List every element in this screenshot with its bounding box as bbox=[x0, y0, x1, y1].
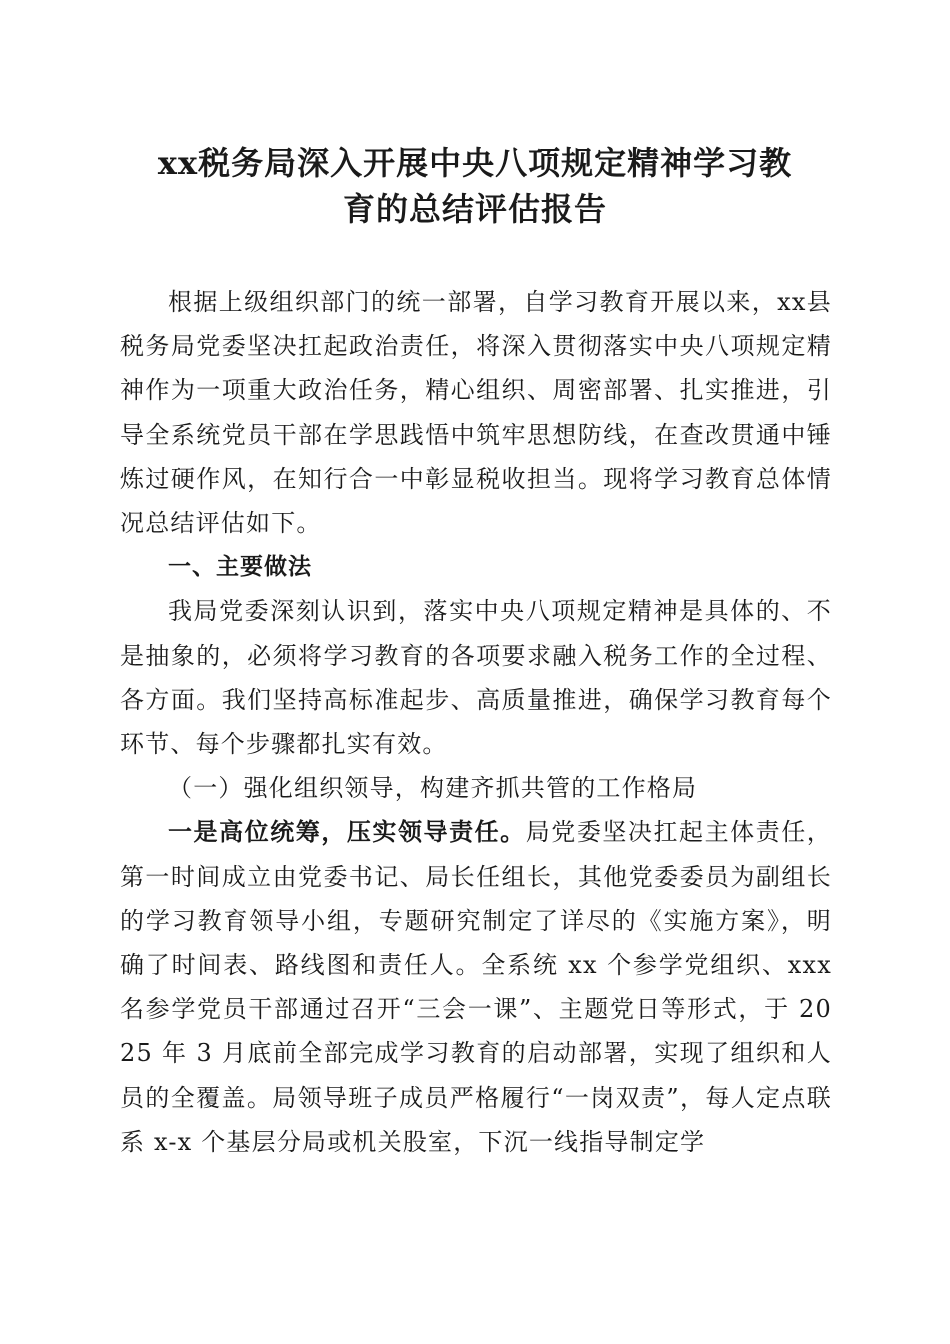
section-paragraph: 我局党委深刻认识到，落实中央八项规定精神是具体的、不是抽象的，必须将学习教育的各项要求融入税务工作的全过程、各方面。我们坚持高标准起步、高质量推进，确保学习教育每个环节、每个步骤都扎实有效。 bbox=[120, 597, 832, 759]
subsection-heading-organization: （一）强化组织领导，构建齐抓共管的工作格局 bbox=[168, 774, 698, 803]
subsection-lead-sentence: 一是高位统筹，压实领导责任。 bbox=[168, 817, 526, 847]
section-heading-main-practices: 一、主要做法 bbox=[168, 554, 312, 581]
subsection-paragraph bbox=[120, 810, 832, 1164]
document-title bbox=[120, 140, 830, 232]
title-line-2: 育的总结评估报告 bbox=[342, 190, 607, 228]
subsection-body-text: 局党委坚决扛起主体责任，第一时间成立由党委书记、局长任组长，其他党委委员为副组长的学习教育领导小组，专题研究制定了详尽的《实施方案》，明确了时间表、路线图和责任人。全系统 xx 个参学党组织、xxx 名参学党员干部通过召开“三会一课”、主题党日等形式，于 2025 年 3 月底前全部完成学习教育的启动部署，实现了组织和人员的全覆盖。局领导班子成员严格履行“一岗双责”，每人定点联系 x-x 个基层分局或机关股室，下沉一线指导制定学 bbox=[120, 818, 832, 1156]
intro-paragraph: 根据上级组织部门的统一部署，自学习教育开展以来，xx县税务局党委坚决扛起政治责任，将深入贯彻落实中央八项规定精神作为一项重大政治任务，精心组织、周密部署、扎实推进，引导全系统党员干部在学思践悟中筑牢思想防线，在查改贯通中锤炼过硬作风，在知行合一中彰显税收担当。现将学习教育总体情况总结评估如下。 bbox=[120, 288, 832, 538]
document-body bbox=[120, 280, 832, 1164]
title-line-1: xx税务局深入开展中央八项规定精神学习教 bbox=[157, 144, 793, 182]
